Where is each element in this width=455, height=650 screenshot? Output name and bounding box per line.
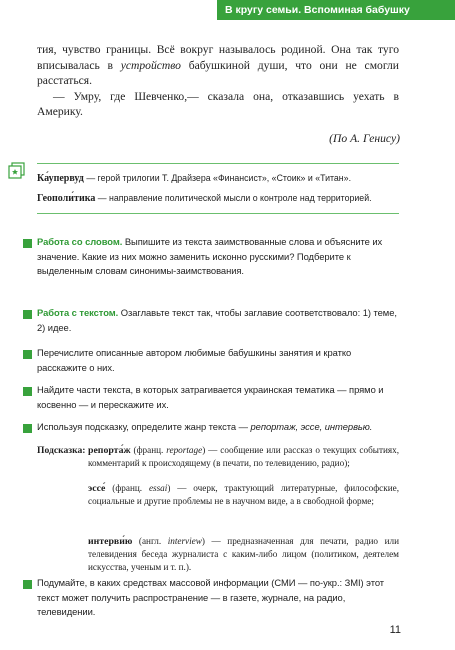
task-heading: Работа с текстом. — [37, 307, 119, 318]
hint-entry-reportage — [88, 444, 399, 470]
task-media: Подумайте, в каких средствах массовой информации (СМИ — по-укр.: ЗМІ) этот текст может получить распространение — в газете, журнале, на радио, телевидении. — [37, 577, 385, 618]
glossary-term: Геополи́тика — [37, 193, 96, 204]
glossary-entry-2 — [37, 192, 399, 205]
story-p1-part-a: тия, чувство границы. Всё вокруг называлось родиной. Она так туго вписывалась в — [37, 43, 399, 72]
task-ukrainian-theme: Найдите части текста, в которых затрагивается украинская тематика — прямо и косвенно — и перескажите их. — [37, 384, 384, 410]
green-square-bullet-icon — [23, 424, 32, 433]
hint-definition: ) — сообщение или рассказ о текущих событиях, комментарий к происходящему (в печати, по телевидению, радио); — [88, 445, 399, 468]
hint-origin-word: reportage — [166, 445, 203, 455]
story-paragraph-2: — Умру, где Шевченко,— сказала она, отказавшись уехать в Америку. — [37, 89, 399, 119]
hint-definition: ) — предназначенная для печати, радио или телевидения беседа журналиста с каким-либо лицом (политиком, деятелем искусства, ученым и т. п.). — [88, 536, 399, 572]
hint-origin-prefix: (франц. — [105, 483, 149, 493]
header-bar — [0, 0, 455, 20]
green-square-bullet-icon — [23, 387, 32, 396]
task-word-work — [37, 235, 401, 279]
glossary-definition: — герой трилогии Т. Драйзера «Финансист», «Стоик» и «Титан». — [83, 173, 352, 183]
task-text: Озаглавьте текст так, чтобы заглавие соответствовало: 1) теме, 2) идее. — [37, 307, 397, 333]
task-text: Используя подсказку, определите жанр текста — — [37, 421, 251, 432]
glossary-top-rule — [37, 163, 399, 164]
hint-definition: ) — очерк, трактующий литературные, философские, социальные и другие проблемы не в научном виде, а в свободной форме; — [88, 483, 399, 506]
hint-entry-interview — [88, 535, 399, 574]
task-heading: Работа со словом. — [37, 236, 123, 247]
story-p1-emphasis: устройство — [120, 58, 181, 72]
glossary-bottom-rule — [37, 213, 399, 214]
dictionary-cards-icon — [8, 162, 26, 180]
hint-term: эссе́ — [88, 483, 106, 494]
green-square-bullet-icon — [23, 239, 32, 248]
task-genre — [37, 420, 401, 435]
glossary-term: Ка́упервуд — [37, 173, 84, 184]
hint-entry-essay — [88, 482, 399, 508]
hint-term: репорта́ж — [88, 445, 131, 456]
task-text-work — [37, 306, 401, 335]
hint-origin-word: essai — [148, 483, 168, 493]
story-p1-part-b: бабушкиной души, что они не смогли расстаться. — [37, 58, 399, 88]
running-header-title: В кругу семьи. Вспоминая бабушку — [217, 0, 455, 20]
green-square-bullet-icon — [23, 350, 32, 359]
hint-origin-word: interview — [167, 536, 202, 546]
hint-origin-prefix: (франц. — [130, 445, 167, 455]
glossary-definition: — направление политической мысли о контроле над территорией. — [95, 193, 372, 203]
hint-origin-prefix: (англ. — [132, 536, 168, 546]
task-text: Выпишите из текста заимствованные слова и объясните их значение. Какие из них можно заменить исконно русскими? Подберите к выделенным словам синонимы-заимствования. — [37, 236, 383, 277]
task-genre-options: репортаж, эссе, интервью. — [250, 421, 373, 432]
task-list-activities: Перечислите описанные автором любимые бабушкины занятия и кратко расскажите о них. — [37, 347, 352, 373]
story-text — [37, 42, 399, 120]
page-number: 11 — [389, 624, 401, 636]
hint-label: Подсказка: — [37, 445, 86, 456]
green-square-bullet-icon — [23, 580, 32, 589]
story-paragraph-1 — [37, 42, 399, 89]
hint-term: интерви́ю — [88, 536, 133, 547]
source-attribution: (По А. Генису) — [329, 132, 400, 145]
green-square-bullet-icon — [23, 310, 32, 319]
glossary-entry-1 — [37, 172, 399, 185]
